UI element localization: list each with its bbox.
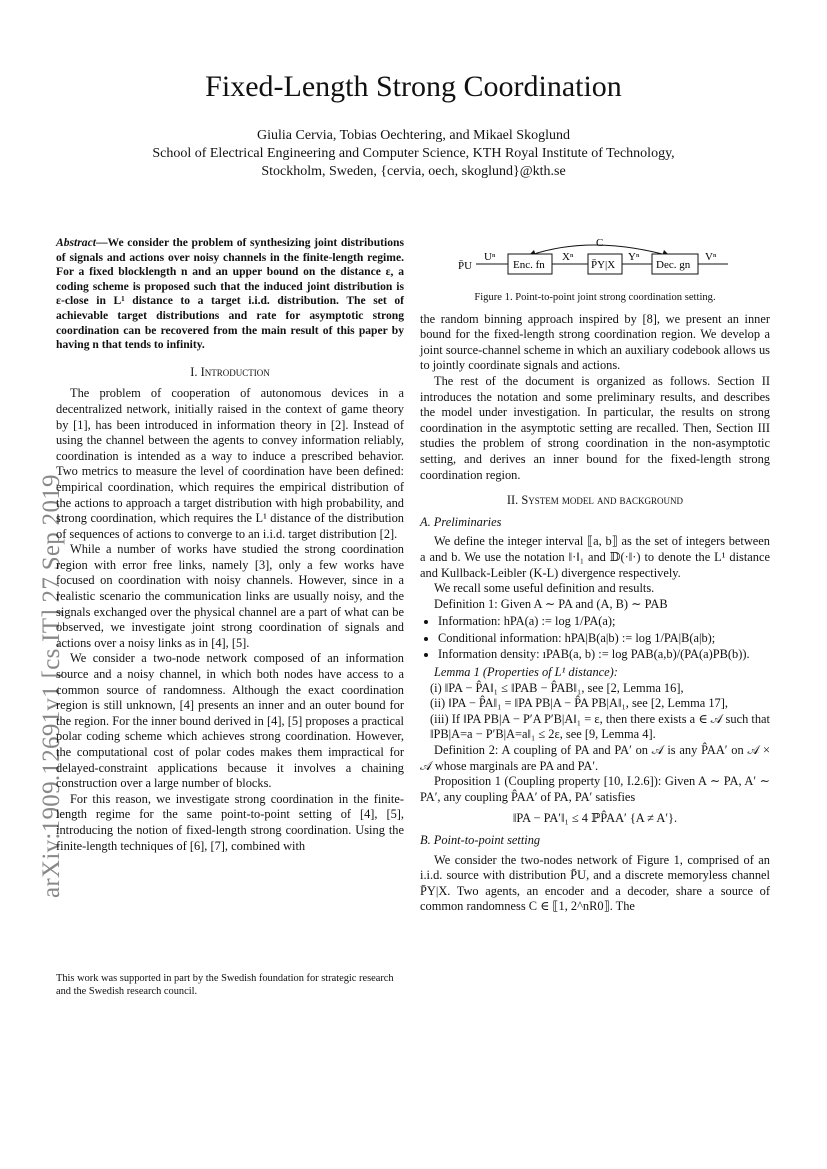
list-item: • Information: hPA(a) := log 1/PA(a);	[438, 614, 770, 630]
label-c: C	[596, 237, 604, 249]
intro-paragraph: The problem of cooperation of autonomous devices in a decentralized network, initially raised in the context of game theory by [1], has been introduced in information theory in [2]. Instead of using the channel between the agents to convey information reliably, coordination is intended as a way to induce a prescribed behavior. Two metrics to measure the level of coordination have been defined: empirical coordination, which requires the empirical distribution of the actions to approach a target distribution with high probability, and strong coordination, which requires the L¹ distance of the distribution of sequences of actions to converge to an i.i.d. target distribution [2].	[56, 386, 404, 541]
list-item: • Conditional information: hPA|B(a|b) := log 1/PA|B(a|b);	[438, 631, 770, 647]
intro-paragraph: For this reason, we investigate strong coordination in the finite-length regime for the same point-to-point setting of [4], [5], introducing the notion of fixed-length strong coordination. Using the finite-length techniques of [6], [7], combined with	[56, 791, 404, 853]
body-paragraph: The rest of the document is organized as follows. Section II introduces the notation and some preliminary results, and describes the model under investigation. In particular, the results on strong coordination in the asymptotic setting are recalled. Then, Section III studies the problem of strong coordination in the non-asymptotic setting, and derives an inner bound for the fixed-length strong coordination region.	[420, 373, 770, 482]
arxiv-side-label: arXiv:1909.12691v1 [cs.IT] 27 Sep 2019	[38, 474, 65, 898]
list-item: • Information density: ıPAB(a, b) := log PAB(a,b)/(PA(a)PB(b)).	[438, 647, 770, 663]
abstract	[56, 236, 404, 353]
proposition-1: Proposition 1 (Coupling property [10, I.2.6]): Given A ∼ PA, A′ ∼ PA′, any coupling P̂AA′ of PA, PA′ satisfies	[420, 774, 770, 804]
footnote: This work was supported in part by the Swedish foundation for strategic research and the Swedish research council.	[56, 973, 394, 997]
abstract-text: —We consider the problem of synthesizing joint distributions of signals and actions over noisy channels in the finite-length regime. For a fixed blocklength n and an upper bound on the distance ε, a coding scheme is proposed such that the induced joint distribution is ε-close in L¹ distance to a target i.i.d. distribution. The set of achievable target distributions and rate for asymptotic strong coordination can be recovered from the main result of this paper by having n that tends to infinity.	[56, 236, 404, 352]
coupling-equation: ‖PA − PA′‖₁ ≤ 4 ℙP̂AA′ {A ≠ A′}.	[512, 811, 678, 826]
intro-paragraph: We consider a two-node network composed of an information source and a noisy channel, in which both nodes have access to a common source of randomness. Although the exact coordination region is still unknown, [4] presents an inner and an outer bound for the region. For the inner bound derived in [4], [5] proposes a practical polar coding scheme which achieves strong coordination. However, the computational cost of polar codes makes them impractical for delayed-constraint applications because it involves a chaining construction over a large number of blocks.	[56, 651, 404, 791]
intro-paragraph: While a number of works have studied the strong coordination region with error free links, namely [3], only a few works have focused on coordination with noisy channels. However, since in a realistic scenario the communication links are usually noisy, and the signals exchanged over the physical channel are a part of what can be observed, we investigate joint strong coordination of signals and actions over a noisy links as in [4], [5].	[56, 542, 404, 650]
list-item: (ii) ‖PA − P̂A‖₁ = ‖PA PB|A − P̂A PB|A‖₁, see [2, Lemma 17],	[430, 696, 728, 711]
label-enc: Enc. fn	[513, 259, 545, 271]
authors: Giulia Cervia, Tobias Oechtering, and Mikael Skoglund	[257, 128, 570, 143]
right-column	[420, 236, 770, 915]
affiliation: School of Electrical Engineering and Computer Science, KTH Royal Institute of Technology,	[152, 146, 675, 161]
list-item: (i) ‖PA − P̂A‖₁ ≤ ‖PAB − P̂AB‖₁, see [2, Lemma 16],	[430, 680, 684, 695]
prelim-paragraph: We define the integer interval ⟦a, b⟧ as the set of integers between a and b. We use the notation ‖·‖₁ and 𝔻(·‖·) to denote the L¹ distance and Kullback-Leibler (K-L) divergence respectively.	[420, 534, 770, 580]
label-yn: Yⁿ	[628, 251, 640, 263]
left-column	[56, 236, 404, 854]
section-2-heading: II. System model and background	[506, 493, 684, 508]
body-paragraph: the random binning approach inspired by [8], we present an inner bound for the fixed-length strong coordination region. We develop a joint source-channel scheme in which an auxiliary codebook allows us to jointly coordinate signals and actions.	[420, 311, 770, 373]
section-1-heading: I. Introduction	[190, 364, 270, 379]
label-xn: Xⁿ	[562, 251, 574, 263]
list-item: (iii) If ‖PA PB|A − P′A P′B|A‖₁ = ε, then there exists a ∈ 𝒜 such that ‖PB|A=a − P′B|A=a‖₁ ≤ 2ε, see [9, Lemma 4].	[430, 711, 770, 742]
subsection-a-heading: A. Preliminaries	[420, 514, 502, 529]
label-pu: P̄U	[458, 260, 473, 272]
address: Stockholm, Sweden, {cervia, oech, skoglund}@kth.se	[261, 164, 566, 179]
definition-1: Definition 1: Given A ∼ PA and (A, B) ∼ PAB	[434, 596, 668, 611]
arxiv-side-label-container	[18, 378, 65, 898]
figure-svg	[420, 236, 770, 286]
paper-title: Fixed-Length Strong Coordination	[205, 70, 622, 103]
author-block	[0, 127, 827, 181]
label-dec: Dec. gn	[656, 259, 691, 271]
definition-2: Definition 2: A coupling of PA and PA′ on 𝒜 is any P̂AA′ on 𝒜 × 𝒜 whose marginals are PA and PA′.	[420, 743, 770, 773]
subsection-b-heading: B. Point-to-point setting	[420, 833, 541, 847]
abstract-label: Abstract	[56, 236, 96, 249]
label-vn: Vⁿ	[705, 251, 717, 263]
label-un: Uⁿ	[484, 251, 496, 263]
label-chan: P̄Y|X	[591, 259, 616, 271]
figure-1-diagram	[420, 236, 770, 286]
setting-paragraph: We consider the two-nodes network of Figure 1, comprised of an i.i.d. source with distribution P̄U, and a discrete memoryless channel P̄Y|X. Two agents, an encoder and a decoder, share a source of common randomness C ∈ ⟦1, 2^nR0⟧. The	[420, 852, 770, 914]
figure-caption: Figure 1. Point-to-point joint strong coordination setting.	[474, 292, 716, 303]
definition-1-list	[438, 614, 770, 663]
prelim-paragraph: We recall some useful definition and results.	[434, 581, 655, 596]
lemma-1: Lemma 1 (Properties of L¹ distance):	[434, 665, 618, 680]
lemma-1-list	[430, 681, 770, 743]
